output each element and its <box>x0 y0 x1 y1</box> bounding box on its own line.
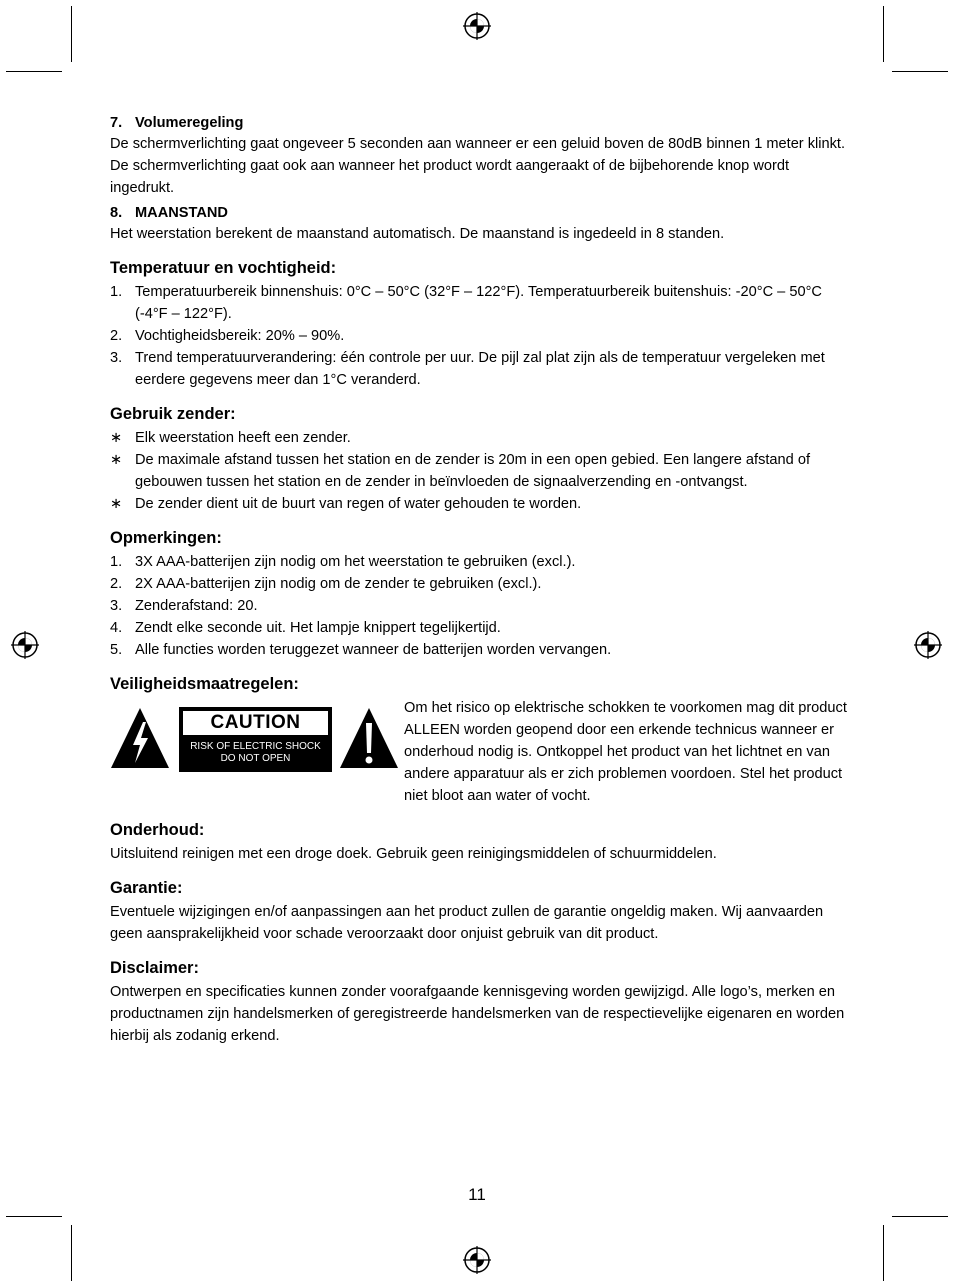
list-item: 1. 3X AAA-batterijen zijn nodig om het weerstation te gebruiken (excl.). <box>110 554 576 570</box>
crop-mark-icon <box>892 71 948 72</box>
heading-veiligheidsmaatregelen: Veiligheidsmaatregelen: <box>110 675 299 693</box>
crop-mark-icon <box>6 1216 62 1217</box>
caution-label <box>179 707 332 772</box>
paragraph: Het weerstation berekent de maanstand automatisch. De maanstand is ingedeeld in 8 standen. <box>110 226 725 242</box>
crop-mark-icon <box>71 1225 72 1281</box>
safety-symbols <box>110 697 404 807</box>
list-item: 2. Vochtigheidsbereik: 20% – 90%. <box>110 328 345 344</box>
heading-disclaimer: Disclaimer: <box>110 959 199 977</box>
registration-mark-icon <box>913 630 943 660</box>
page-content <box>110 113 850 1047</box>
list-item: 5. Alle functies worden teruggezet wanneer de batterijen worden vervangen. <box>110 642 612 658</box>
section-heading-volumeregeling <box>110 113 850 133</box>
safety-block <box>110 697 850 807</box>
registration-mark-icon <box>462 1245 492 1275</box>
crop-mark-icon <box>6 71 62 72</box>
list-item: ∗ De zender dient uit de buurt van regen of water gehouden te worden. <box>110 496 582 512</box>
crop-mark-icon <box>883 1225 884 1281</box>
list-item: 4. Zendt elke seconde uit. Het lampje knippert tegelijkertijd. <box>110 620 501 636</box>
crop-mark-icon <box>883 6 884 62</box>
heading-opmerkingen: Opmerkingen: <box>110 529 222 547</box>
exclamation-warning-icon <box>339 707 399 769</box>
section-number: 8. <box>110 205 123 221</box>
heading-onderhoud: Onderhoud: <box>110 821 205 839</box>
crop-mark-icon <box>892 1216 948 1217</box>
paragraph: De schermverlichting gaat ongeveer 5 seconden aan wanneer er een geluid boven de 80dB binnen 1 meter klinkt. De schermverlichting gaat ook aan wanneer het product wordt aangeraakt of de bijbehorende knop wordt ingedrukt. <box>110 136 846 196</box>
safety-text: Om het risico op elektrische schokken te voorkomen mag dit product ALLEEN worden geopend door een erkende technicus wanneer er onderhoud nodig is. Ontkoppel het product van het lichtnet en van andere apparatuur als er zich problemen voordoen. Stel het product niet bloot aan water of vocht. <box>404 700 847 804</box>
temperature-list <box>110 281 850 391</box>
section-heading-maanstand <box>110 203 850 223</box>
crop-mark-icon <box>71 6 72 62</box>
lightning-warning-icon <box>110 707 170 769</box>
list-item: 2. 2X AAA-batterijen zijn nodig om de zender te gebruiken (excl.). <box>110 576 542 592</box>
paragraph: Eventuele wijzigingen en/of aanpassingen aan het product zullen de garantie ongeldig maken. Wij aanvaarden geen aansprakelijkheid voor schade veroorzaakt door onjuist gebruik van dit product. <box>110 904 824 942</box>
heading-temperatuur: Temperatuur en vochtigheid: <box>110 259 337 277</box>
paragraph: Ontwerpen en specificaties kunnen zonder voorafgaande kennisgeving worden gewijzigd. Alle logo’s, merken en productnamen zijn handelsmerken of geregistreerde handelsmerken van de respectievelijke eigenaren en worden hierbij als zodanig erkend. <box>110 984 845 1044</box>
caution-subtitle: RISK OF ELECTRIC SHOCK DO NOT OPEN <box>190 741 321 764</box>
list-item: ∗ De maximale afstand tussen het station en de zender is 20m in een open gebied. Een langere afstand of gebouwen tussen het station en de zender in beïnvloeden de signaalverzending en -ontvangst. <box>110 452 810 490</box>
section-title: Volumeregeling <box>135 115 244 131</box>
transmitter-list <box>110 427 850 515</box>
notes-list <box>110 551 850 661</box>
heading-garantie: Garantie: <box>110 879 183 897</box>
registration-mark-icon <box>462 11 492 41</box>
section-title: MAANSTAND <box>135 205 228 221</box>
section-number: 7. <box>110 115 123 131</box>
list-item: 1. Temperatuurbereik binnenshuis: 0°C – 50°C (32°F – 122°F). Temperatuurbereik buitenshuis: -20°C – 50°C (-4°F – 122°F). <box>110 284 822 322</box>
registration-mark-icon <box>10 630 40 660</box>
list-item: 3. Zenderafstand: 20. <box>110 598 258 614</box>
list-item: 3. Trend temperatuurverandering: één controle per uur. De pijl zal plat zijn als de temperatuur vergeleken met eerdere gegevens meer dan 1°C veranderd. <box>110 350 825 388</box>
list-item: ∗ Elk weerstation heeft een zender. <box>110 430 351 446</box>
heading-gebruik-zender: Gebruik zender: <box>110 405 236 423</box>
page-number: 11 <box>468 1185 486 1204</box>
paragraph: Uitsluitend reinigen met een droge doek. Gebruik geen reinigingsmiddelen of schuurmiddelen. <box>110 846 717 862</box>
caution-title: CAUTION <box>183 711 328 735</box>
